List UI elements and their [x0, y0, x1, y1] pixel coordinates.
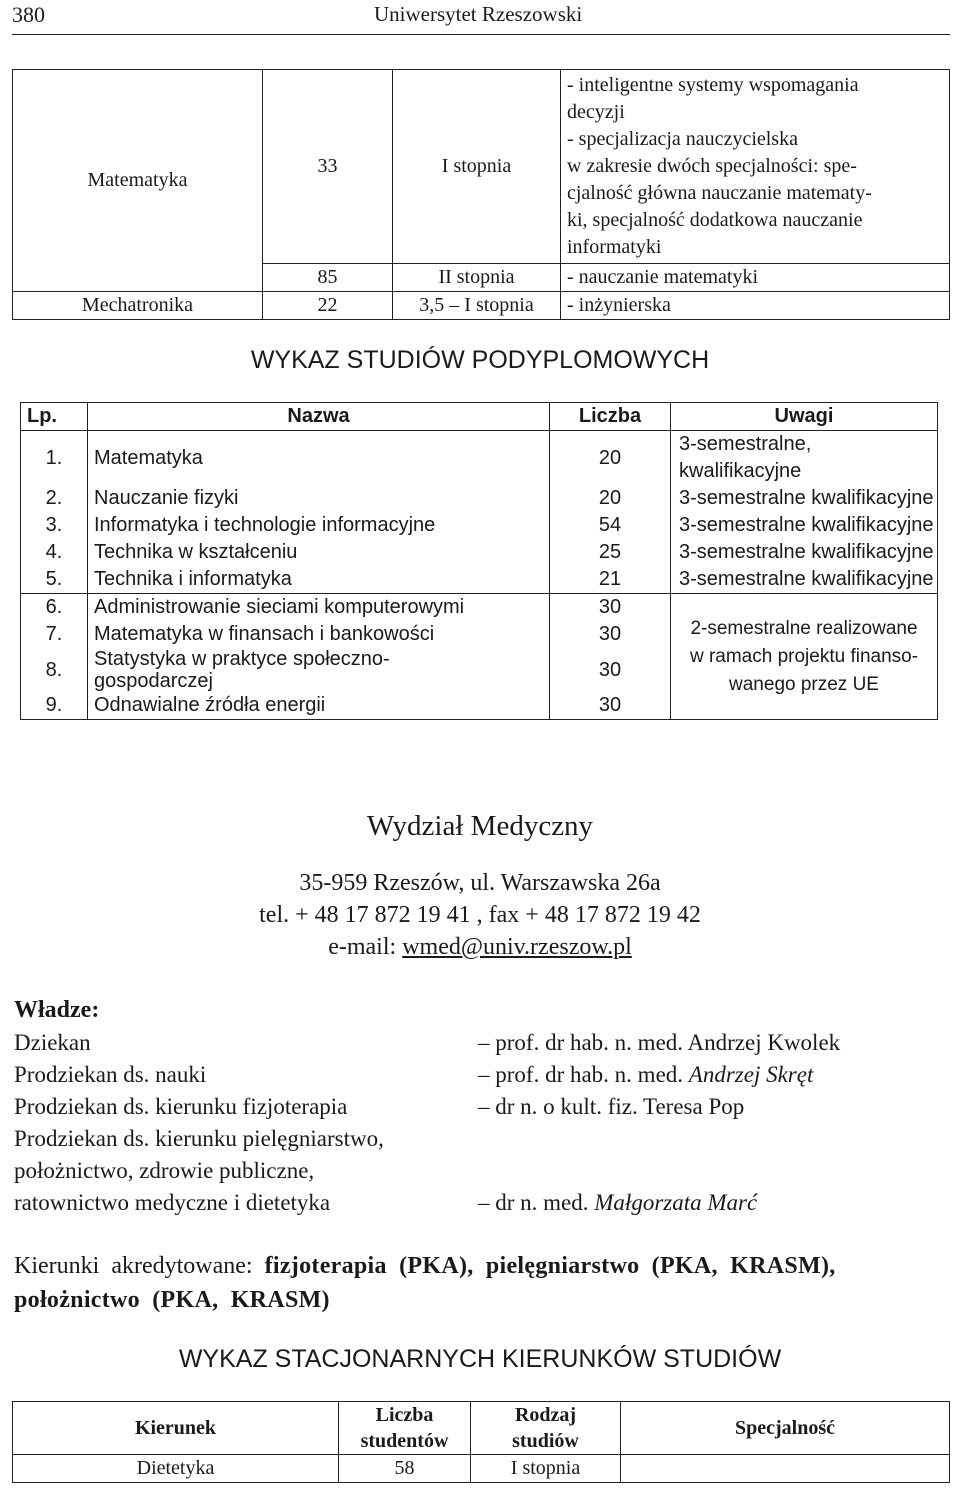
authority-role-line: położnictwo, zdrowie publiczne,: [14, 1158, 315, 1183]
row-notes: 3-semestralne, kwalifikacyjne: [671, 431, 938, 486]
row-count: 20: [550, 431, 671, 486]
program-name: Matematyka: [13, 70, 263, 292]
group-note-cell: [671, 594, 938, 720]
row-name: Administrowanie sieciami komputerowymi: [88, 594, 550, 622]
authority-role: Dziekan: [14, 1030, 91, 1055]
table-header-row: [13, 1402, 950, 1455]
program-name: Mechatronika: [13, 292, 263, 320]
header-notes: Uwagi: [671, 403, 938, 431]
row-count: 30: [550, 648, 671, 692]
row-name: Matematyka: [88, 431, 550, 486]
row-name-line: Statystyka w praktyce społeczno-: [94, 648, 390, 670]
email-link[interactable]: wmed@univ.rzeszow.pl: [402, 934, 632, 960]
authority-name: – dr n. o kult. fiz. Teresa Pop: [478, 1094, 745, 1119]
table-row: [21, 512, 938, 539]
authority-name: – prof. dr hab. n. med. Andrzej Kwolek: [478, 1030, 841, 1055]
row-lp: 5.: [21, 566, 88, 594]
row-name: Technika w kształceniu: [88, 539, 550, 566]
postgrad-title: WYKAZ STUDIÓW PODYPLOMOWYCH: [250, 346, 710, 374]
authority-name: [478, 1062, 813, 1088]
row-lp: 8.: [21, 648, 88, 692]
header-type: [471, 1402, 621, 1455]
student-count: 85: [263, 264, 393, 292]
student-count: 22: [263, 292, 393, 320]
table-row: [21, 566, 938, 594]
row-count: 58: [339, 1455, 471, 1483]
table-row: [21, 485, 938, 512]
row-count: 21: [550, 566, 671, 594]
row-lp: 7.: [21, 621, 88, 648]
header-type-line: studiów: [512, 1430, 579, 1452]
row-count: 30: [550, 594, 671, 622]
table-row: [13, 292, 950, 320]
faculty-phone: tel. + 48 17 872 19 41 , fax + 48 17 872 19 42: [259, 902, 701, 928]
row-notes: 3-semestralne kwalifikacyjne: [671, 512, 938, 539]
postgrad-table: [20, 402, 938, 720]
authority-role: Prodziekan ds. nauki: [14, 1062, 207, 1087]
table-row: [21, 594, 938, 622]
header-specialty: Specjalność: [621, 1402, 950, 1455]
specialty-line: decyzji: [567, 101, 625, 123]
row-count: 30: [550, 621, 671, 648]
page-number: 380: [12, 2, 45, 27]
email-label: e-mail:: [328, 934, 403, 960]
row-lp: 2.: [21, 485, 88, 512]
row-count: 20: [550, 485, 671, 512]
specialty-line: - specjalizacja nauczycielska: [567, 128, 798, 150]
study-level: 3,5 – I stopnia: [393, 292, 561, 320]
faculty-address: 35-959 Rzeszów, ul. Warszawska 26a: [299, 870, 661, 896]
student-count: 33: [263, 70, 393, 264]
group-note-line: w ramach projektu finanso-: [689, 645, 919, 667]
row-count: 54: [550, 512, 671, 539]
specialty-line: informatyki: [567, 236, 662, 258]
row-notes: 3-semestralne kwalifikacyjne: [671, 539, 938, 566]
authority-role-line: ratownictwo medyczne i dietetyka: [14, 1190, 331, 1215]
row-lp: 9.: [21, 692, 88, 720]
stationary-table: [12, 1401, 950, 1483]
row-count: 30: [550, 692, 671, 720]
accreditation-fields: fizjoterapia (PKA), pielęgniarstwo (PKA, KRASM), położnictwo (PKA, KRASM): [14, 1253, 836, 1313]
specialty: - inżynierska: [561, 292, 950, 320]
row-type: I stopnia: [471, 1455, 621, 1483]
specialty-line: w zakresie dwóch specjalności: spe-: [567, 155, 857, 177]
row-name: Informatyka i technologie informacyjne: [88, 512, 550, 539]
row-lp: 6.: [21, 594, 88, 622]
authority-name-prefix: – prof. dr hab. n. med.: [478, 1062, 689, 1087]
row-notes: 3-semestralne kwalifikacyjne: [671, 566, 938, 594]
table-row: [13, 1455, 950, 1483]
header-count: [339, 1402, 471, 1455]
header-name: Nazwa: [88, 403, 550, 431]
header-count: Liczba: [550, 403, 671, 431]
row-field: Dietetyka: [13, 1455, 339, 1483]
table-row: [13, 70, 950, 264]
stationary-title: WYKAZ STACJONARNYCH KIERUNKÓW STUDIÓW: [178, 1345, 782, 1373]
header-type-line: Rodzaj: [514, 1404, 577, 1426]
faculty-name: Wydział Medyczny: [366, 810, 594, 842]
row-name-line: gospodarczej: [94, 670, 213, 692]
specialty-line: cjalność główna nauczanie matematy-: [567, 182, 872, 204]
row-name: Nauczanie fizyki: [88, 485, 550, 512]
header-lp: Lp.: [21, 403, 88, 431]
accreditation: [14, 1249, 949, 1317]
faculty-email-line: [0, 934, 960, 961]
specialties-cell: [561, 70, 950, 264]
authority-role-line: Prodziekan ds. kierunku pielęgniarstwo,: [14, 1126, 384, 1151]
authority-name: [478, 1190, 757, 1216]
study-level: II stopnia: [393, 264, 561, 292]
authority-name-italic: Andrzej Skręt: [688, 1062, 814, 1087]
row-name: Technika i informatyka: [88, 566, 550, 594]
authorities-heading: Władze:: [14, 997, 100, 1023]
group-note-line: 2-semestralne realizowane: [690, 617, 918, 639]
row-name: Matematyka w finansach i bankowości: [88, 621, 550, 648]
table-row: [21, 539, 938, 566]
specialty-line: - inteligentne systemy wspomagania: [567, 74, 859, 96]
authority-name-prefix: – dr n. med.: [478, 1190, 595, 1215]
running-title: Uniwersytet Rzeszowski: [374, 2, 583, 26]
row-count: 25: [550, 539, 671, 566]
table-header-row: [21, 403, 938, 431]
specialty: - nauczanie matematyki: [561, 264, 950, 292]
specialty-line: ki, specjalność dodatkowa nauczanie: [567, 209, 863, 231]
authority-name-italic: Małgorzata Marć: [594, 1190, 758, 1215]
group-note-line: wanego przez UE: [729, 673, 879, 695]
row-notes: 3-semestralne kwalifikacyjne: [671, 485, 938, 512]
accreditation-label: Kierunki akredytowane:: [14, 1253, 265, 1279]
row-name: Odnawialne źródła energii: [88, 692, 550, 720]
row-lp: 4.: [21, 539, 88, 566]
row-lp: 3.: [21, 512, 88, 539]
programs-table: [12, 69, 950, 320]
header-field: Kierunek: [13, 1402, 339, 1455]
row-lp: 1.: [21, 431, 88, 486]
page-header: [12, 0, 950, 35]
row-name: [88, 648, 550, 692]
authority-role: Prodziekan ds. kierunku fizjoterapia: [14, 1094, 348, 1119]
header-count-line: studentów: [360, 1430, 449, 1452]
row-specialty: [621, 1455, 950, 1483]
header-count-line: Liczba: [375, 1404, 434, 1426]
table-row: [21, 431, 938, 486]
authority-role-multiline: [14, 1123, 384, 1219]
study-level: I stopnia: [393, 70, 561, 264]
